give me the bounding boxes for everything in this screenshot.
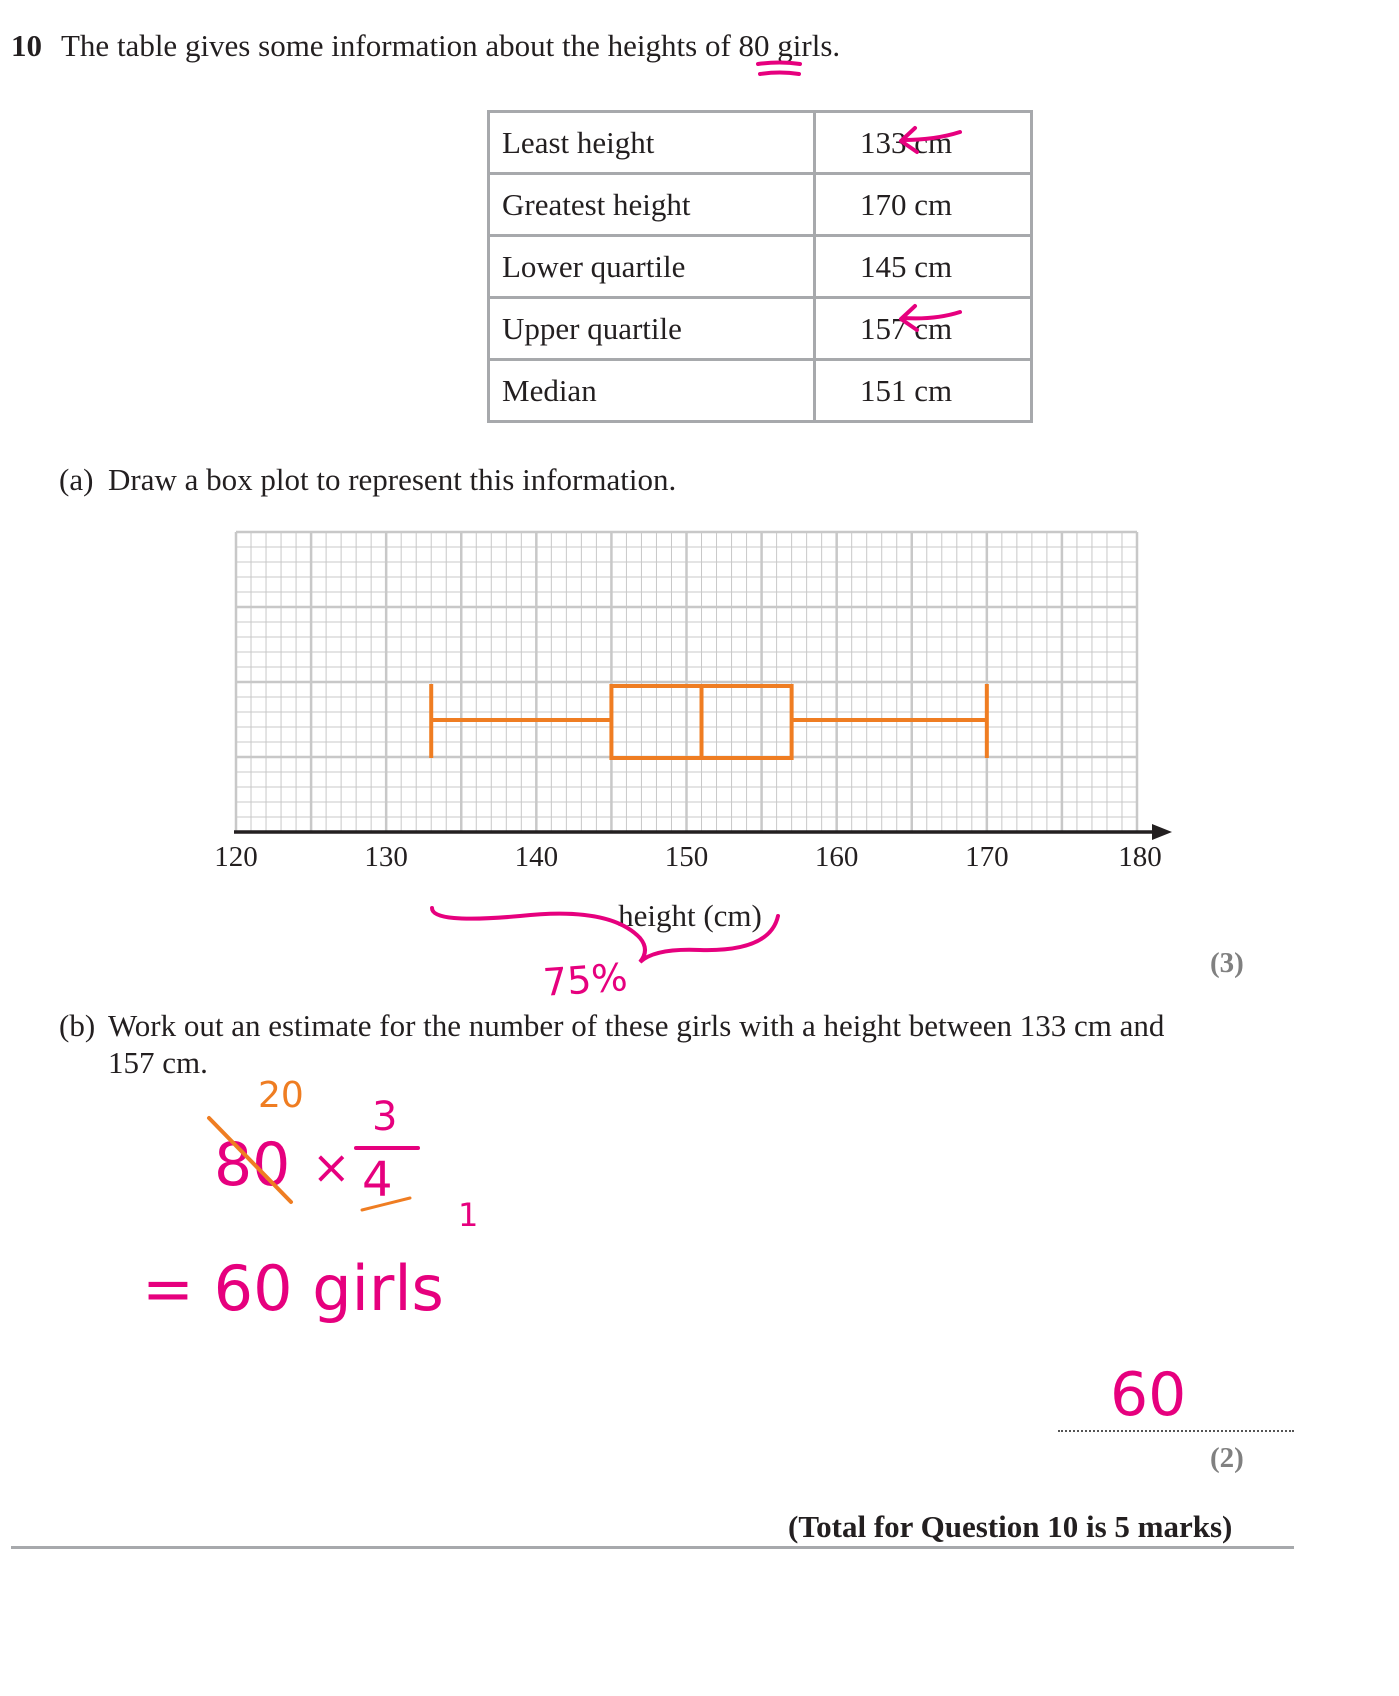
x-tick-label: 130 bbox=[364, 841, 408, 873]
arrow-least-height-icon bbox=[895, 120, 965, 160]
part-a-marks: (3) bbox=[1210, 947, 1244, 979]
crossed-80: 80 bbox=[214, 1130, 291, 1200]
answer-line[interactable] bbox=[1058, 1430, 1294, 1432]
arrow-upper-quartile-icon bbox=[895, 300, 965, 340]
answer-value: 60 bbox=[1110, 1360, 1187, 1430]
times-sign: × bbox=[312, 1140, 351, 1194]
part-a-text: Draw a box plot to represent this information. bbox=[108, 462, 677, 497]
table-row bbox=[489, 236, 1032, 298]
row-label: Median bbox=[489, 360, 815, 422]
x-tick-label: 180 bbox=[1118, 841, 1162, 873]
part-a-label: (a) bbox=[59, 462, 94, 497]
row-value: 151 cm bbox=[815, 360, 1032, 422]
row-label: Upper quartile bbox=[489, 298, 815, 360]
x-axis-arrow-icon bbox=[1152, 824, 1172, 840]
chart-grid bbox=[236, 532, 1137, 832]
row-label: Greatest height bbox=[489, 174, 815, 236]
row-label: Least height bbox=[489, 112, 815, 174]
result-line: = 60 girls bbox=[142, 1252, 444, 1325]
part-b-label: (b) bbox=[59, 1008, 96, 1043]
cancel-mark-1: 1 bbox=[458, 1196, 479, 1234]
x-tick-label: 160 bbox=[814, 841, 859, 873]
x-axis-label: height (cm) bbox=[618, 898, 762, 933]
part-b-marks: (2) bbox=[1210, 1442, 1244, 1474]
x-tick-label: 150 bbox=[664, 841, 709, 873]
table-row bbox=[489, 174, 1032, 236]
part-b-text-line1: Work out an estimate for the number of these girls with a height between 133 cm and bbox=[108, 1008, 1165, 1043]
part-b-text-line2: 157 cm. bbox=[108, 1045, 208, 1080]
box-plot-chart bbox=[0, 520, 1399, 1000]
fraction-numerator: 3 bbox=[372, 1094, 398, 1140]
fraction-denominator: 4 bbox=[362, 1152, 393, 1208]
x-tick-label: 140 bbox=[514, 841, 559, 873]
x-tick-labels bbox=[214, 841, 1162, 873]
row-value: 157 cm bbox=[815, 298, 1032, 360]
simplified-20: 20 bbox=[258, 1075, 304, 1116]
row-value: 133 cm bbox=[815, 112, 1032, 174]
box-plot bbox=[431, 684, 987, 758]
x-tick-label: 120 bbox=[214, 841, 258, 873]
x-axis bbox=[234, 824, 1172, 840]
underline-80-mark bbox=[755, 58, 805, 80]
percent-annotation: 75% bbox=[541, 955, 629, 1005]
row-value: 145 cm bbox=[815, 236, 1032, 298]
table-row bbox=[489, 360, 1032, 422]
row-label: Lower quartile bbox=[489, 236, 815, 298]
question-number: 10 bbox=[11, 28, 42, 63]
row-value: 170 cm bbox=[815, 174, 1032, 236]
question-text: The table gives some information about the heights of 80 girls. bbox=[61, 28, 841, 63]
bottom-rule bbox=[11, 1546, 1294, 1549]
x-tick-label: 170 bbox=[965, 841, 1009, 873]
cross-out-80-mark bbox=[205, 1112, 305, 1212]
question-total: (Total for Question 10 is 5 marks) bbox=[788, 1509, 1233, 1544]
